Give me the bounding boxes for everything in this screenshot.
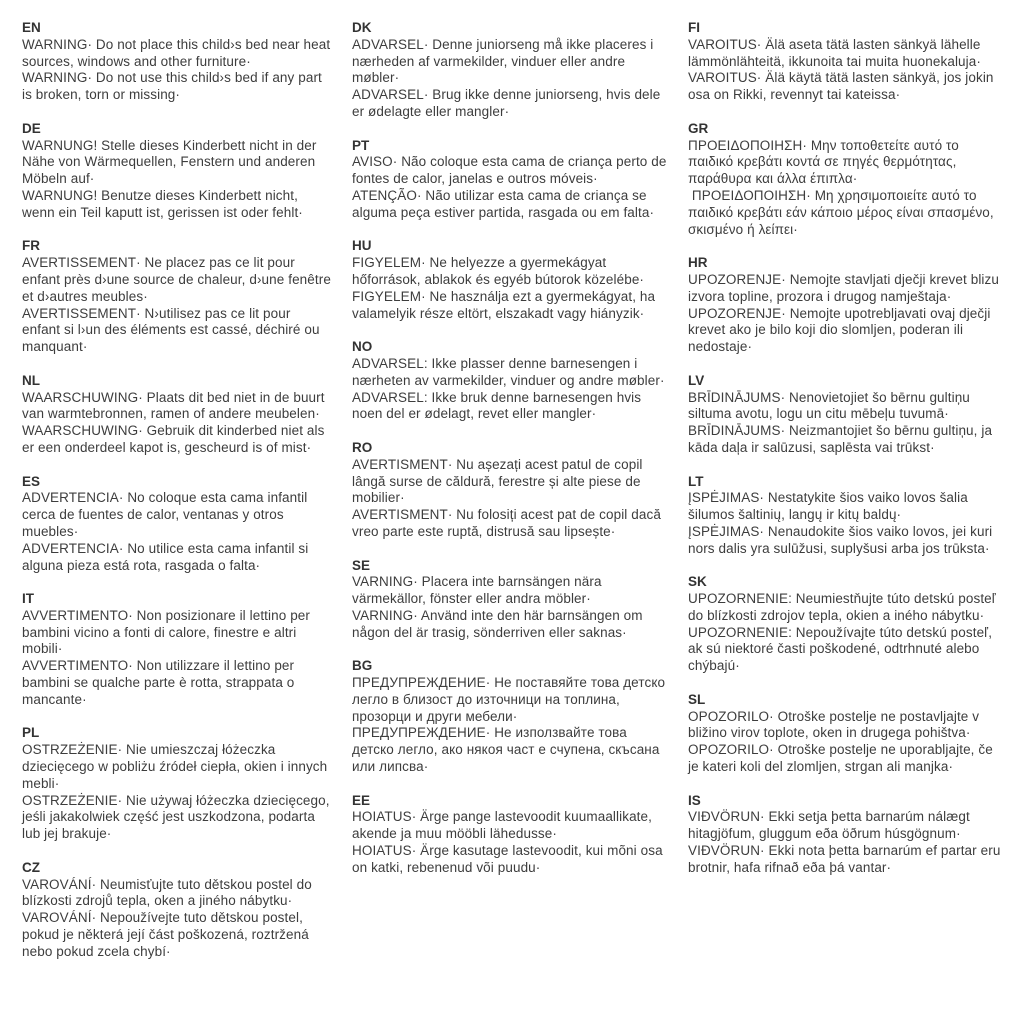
warning-text: WARNUNG! Benutze dieses Kinderbett nicht, wenn ein Teil kaputt ist, gerissen ist oder fehlt·: [22, 187, 303, 220]
lang-section-bg: [352, 658, 668, 776]
warning-column-3: [688, 20, 1006, 893]
warning-text: ΠΡΟΕΙΔΟΠΟΙΗΣΗ· Μην τοποθετείτε αυτό το παιδικό κρεβάτι κοντά σε πηγές θερμότητας, παράθυρα και άλλα έπιπλα·: [688, 137, 963, 187]
warning-text: VARNING· Använd inte den här barnsängen om någon del är trasig, sönderriven eller saknas·: [352, 607, 647, 640]
warning-text: AVVERTIMENTO· Non utilizzare il lettino per bambini se qualche parte è rotta, strappata o mancante·: [22, 658, 299, 707]
warning-text: AVISO· Não coloque esta cama de criança perto de fontes de calor, janelas e outros móveis·: [352, 154, 671, 187]
warning-text: VAROITUS· Älä aseta tätä lasten sänkyä lähelle lämmönlähteitä, ikkunoita tai muita huonekaluja·: [688, 36, 985, 69]
warning-text: ADVARSEL· Brug ikke denne juniorseng, hvis dele er ødelagte eller mangler·: [352, 87, 665, 119]
warning-text: BRĪDINĀJUMS· Nenovietojiet šo bērnu gultiņu siltuma avotu, logu un citu mēbeļu tuvumā·: [688, 389, 974, 422]
language-code-nl: NL: [22, 372, 40, 388]
lang-section-de: [22, 121, 332, 222]
language-code-fr: FR: [22, 238, 40, 254]
warning-text: OPOZORILO· Otroške postelje ne postavljajte v bližino virov toplote, oken in drugega pohištva·: [688, 708, 983, 741]
warning-text: ADVARSEL: Ikke bruk denne barnesengen hvis noen del er ødelagt, revet eller mangler·: [352, 389, 645, 422]
lang-section-hr: [688, 255, 1006, 356]
warning-text: AVERTISMENT· Nu așezați acest patul de copil lângă surse de căldură, ferestre și alte piese de mobilier·: [352, 456, 647, 506]
warning-text: VAROITUS· Älä käytä tätä lasten sänkyä, jos jokin osa on Rikki, revennyt tai kateissa·: [688, 70, 998, 103]
warning-text: ПРЕДУПРЕЖДЕНИЕ· Не поставяйте това детско легло в близост до източници на топлина, прозорци и други мебели·: [352, 675, 669, 724]
warning-text: ATENÇÃO· Não utilizar esta cama de criança se alguma peça estiver partida, rasgada ou em falta·: [352, 187, 655, 220]
language-code-sk: SK: [688, 574, 707, 590]
warning-column-2: [352, 20, 671, 893]
lang-section-nl: [22, 373, 332, 457]
language-code-fi: FI: [688, 20, 700, 35]
lang-section-lt: [688, 474, 1006, 558]
warning-text: OSTRZEŻENIE· Nie używaj łóżeczka dziecięcego, jeśli jakakolwiek część jest uszkodzona, podarta lub jej brakuje·: [22, 792, 334, 842]
lang-section-gr: [688, 121, 1006, 239]
lang-section-hu: [352, 238, 668, 322]
warning-text: UPOZORNENIE: Nepoužívajte túto detskú posteľ, ak sú niektoré časti poškodené, odtrhnuté alebo chýbajú·: [688, 624, 996, 674]
warning-text: HOIATUS· Ärge pange lastevoodit kuumaallikate, akende ja muu mööbli lähedusse·: [352, 809, 656, 842]
warning-text: ПРЕДУПРЕЖДЕНИЕ· Не използвайте това детско легло, ако някоя част е счупена, скъсана или липсва·: [352, 725, 664, 775]
language-code-ee: EE: [352, 792, 371, 808]
language-code-dk: DK: [352, 20, 372, 35]
warning-text: VIÐVÖRUN· Ekki nota þetta barnarúm ef partar eru brotnir, hafa rifnað eða þá vantar·: [688, 843, 1005, 875]
lang-section-en: [22, 20, 335, 104]
language-code-es: ES: [22, 473, 41, 489]
warning-text: VARNING· Placera inte barnsängen nära värmekällor, fönster eller andra möbler·: [352, 574, 606, 607]
warning-text: VIÐVÖRUN· Ekki setja þetta barnarúm nálægt hitagjöfum, gluggum eða öðrum húsgögnum·: [688, 809, 974, 842]
warning-text: WARNING· Do not place this child›s bed near heat sources, windows and other furniture·: [22, 36, 335, 69]
language-code-pl: PL: [22, 725, 40, 741]
lang-section-ee: [352, 793, 668, 877]
warning-text: OPOZORILO· Otroške postelje ne uporabljajte, če je kateri koli del zlomljen, strgan ali manjka·: [688, 742, 997, 775]
warning-text: VAROVÁNÍ· Nepoužívejte tuto dětskou postel, pokud je některá její část poškozená, roztržená nebo pokud zcela chybí·: [22, 910, 313, 959]
lang-section-cz: [22, 860, 332, 961]
language-code-sl: SL: [688, 691, 706, 707]
language-code-hr: HR: [688, 255, 708, 271]
warning-text: UPOZORENJE· Nemojte upotrebljavati ovaj dječji krevet ako je bilo koji dio slomljen, poderan ili nedostaje·: [688, 305, 995, 355]
language-code-hu: HU: [352, 238, 372, 254]
language-code-se: SE: [352, 557, 371, 573]
language-code-en: EN: [22, 20, 41, 35]
warning-text: OSTRZEŻENIE· Nie umieszczaj łóżeczka dziecięcego w pobliżu źródeł ciepła, okien i innych mebli·: [22, 742, 332, 791]
lang-section-fr: [22, 238, 335, 356]
language-code-lv: LV: [688, 372, 705, 388]
lang-section-sk: [688, 574, 1006, 675]
language-code-pt: PT: [352, 137, 370, 153]
lang-section-dk: [352, 20, 668, 121]
language-code-gr: GR: [688, 120, 709, 136]
lang-section-fi: [688, 20, 1006, 104]
warning-text: ADVERTENCIA· No coloque esta cama infantil cerca de fuentes de calor, ventanas y otros muebles·: [22, 490, 312, 539]
warning-text: FIGYELEM· Ne használja ezt a gyermekágyat, ha valamelyik része eltört, elszakadt vagy hiányzik·: [352, 288, 659, 321]
lang-section-pl: [22, 725, 332, 843]
warning-text: HOIATUS· Ärge kasutage lastevoodit, kui mõni osa on katki, rebenenud või puudu·: [352, 843, 667, 875]
lang-section-lv: [688, 373, 1006, 457]
warning-text: VAROVÁNÍ· Neumisťujte tuto dětskou postel do blízkosti zdrojů tepla, oken a jiného nábytku·: [22, 876, 316, 909]
warning-text: UPOZORNENIE: Neumiestňujte túto detskú posteľ do blízkosti zdrojov tepla, okien a iného nábytku·: [688, 591, 1000, 623]
language-code-de: DE: [22, 120, 41, 136]
lang-section-sl: [688, 692, 1006, 776]
lang-section-is: [688, 793, 1006, 877]
language-code-lt: LT: [688, 473, 704, 489]
warning-text: ĮSPĖJIMAS· Nestatykite šios vaiko lovos šalia šilumos šaltinių, langų ir kitų baldų·: [688, 490, 972, 523]
lang-section-it: [22, 591, 332, 709]
warning-text: ADVARSEL: Ikke plasser denne barnesengen i nærheten av varmekilder, vinduer og andre møbler·: [352, 355, 665, 388]
language-code-it: IT: [22, 591, 34, 607]
warning-text: ADVARSEL· Denne juniorseng må ikke placeres i nærheden af varmekilder, vinduer eller andre møbler·: [352, 36, 658, 86]
warning-text: WAARSCHUWING· Plaats dit bed niet in de buurt van warmtebronnen, ramen of andere meubelen·: [22, 389, 329, 422]
warning-column-1: [22, 20, 335, 977]
warning-text: AVVERTIMENTO· Non posizionare il lettino per bambini vicino a fonti di calore, finestre e altri mobili·: [22, 607, 314, 657]
warning-text: ĮSPĖJIMAS· Nenaudokite šios vaiko lovos, jei kuri nors dalis yra sulūžusi, suplyšusi arba jos trūksta·: [688, 523, 997, 556]
lang-section-se: [352, 558, 668, 642]
lang-section-no: [352, 339, 668, 423]
warning-text: WAARSCHUWING· Gebruik dit kinderbed niet als er een onderdeel kapot is, gescheurd is of mist·: [22, 423, 329, 455]
language-code-no: NO: [352, 339, 373, 355]
warning-text: BRĪDINĀJUMS· Neizmantojiet šo bērnu gultiņu, ja kāda daļa ir salūzusi, saplēsta vai trūkst·: [688, 423, 996, 455]
warning-text: WARNUNG! Stelle dieses Kinderbett nicht in der Nähe von Wärmequellen, Fenstern und anderen Möbeln auf·: [22, 137, 321, 187]
language-code-bg: BG: [352, 658, 373, 674]
warning-text: AVERTISSEMENT· Ne placez pas ce lit pour enfant près d›une source de chaleur, d›une fenêtre et d›autres meubles·: [22, 255, 335, 304]
warning-text: AVERTISSEMENT· N›utilisez pas ce lit pour enfant si l›un des éléments est cassé, déchiré ou manquant·: [22, 305, 324, 355]
language-code-ro: RO: [352, 439, 373, 455]
language-code-cz: CZ: [22, 859, 40, 875]
warning-text: ΠΡΟΕΙΔΟΠΟΙΗΣΗ· Μη χρησιμοποιείτε αυτό το παιδικό κρεβάτι εάν κάποιο μέρος είναι σπασμένο, σκισμένο ή λείπει·: [688, 187, 998, 237]
lang-section-ro: [352, 440, 668, 541]
lang-section-es: [22, 474, 332, 575]
language-code-is: IS: [688, 792, 701, 808]
warning-text: WARNING· Do not use this child›s bed if any part is broken, torn or missing·: [22, 70, 326, 103]
warning-text: AVERTISMENT· Nu folosiți acest pat de copil dacă vreo parte este ruptă, distrusă sau lipsește·: [352, 507, 665, 539]
warning-text: UPOZORENJE· Nemojte stavljati dječji krevet blizu izvora topline, prozora i drugog namještaja·: [688, 271, 1003, 304]
lang-section-pt: [352, 137, 671, 222]
warning-text: FIGYELEM· Ne helyezze a gyermekágyat hőforrások, ablakok és egyéb bútorok közelébe·: [352, 255, 645, 287]
warning-text: ADVERTENCIA· No utilice esta cama infantil si alguna pieza está rota, rasgada o falta·: [22, 540, 313, 573]
